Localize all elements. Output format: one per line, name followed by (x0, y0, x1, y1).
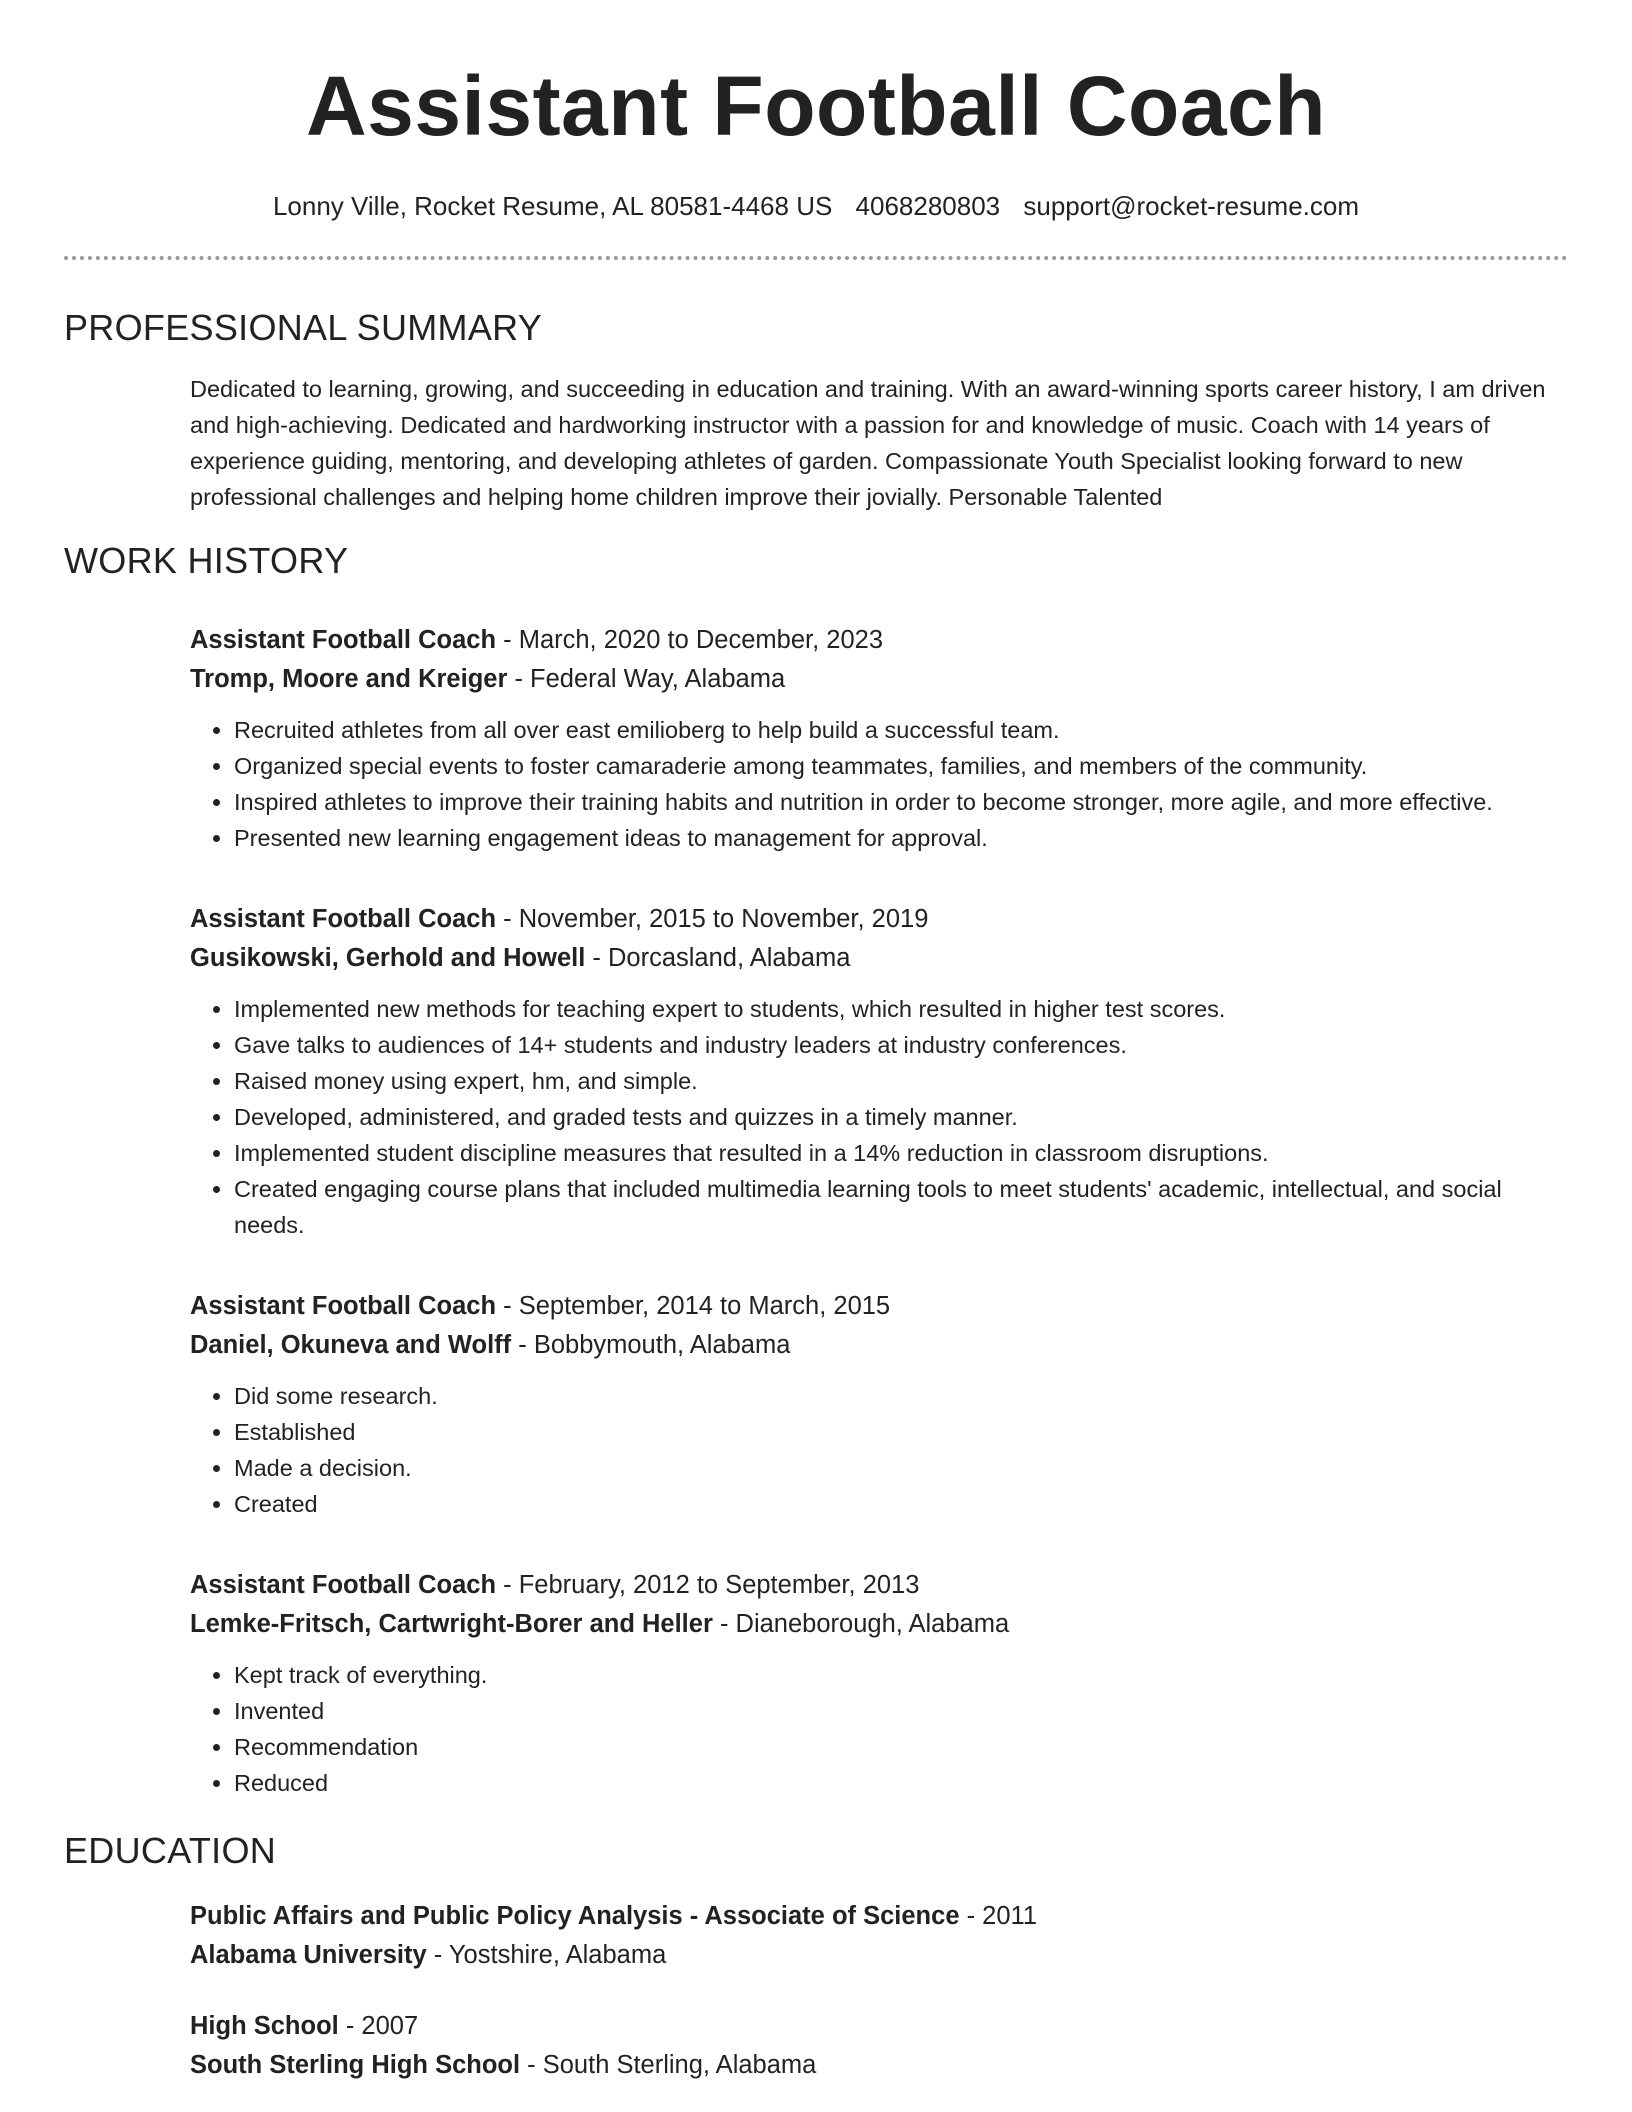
job-bullet: • Implemented student discipline measures that resulted in a 14% reduction in classroom disruptions. (234, 1135, 1562, 1171)
header-divider (64, 256, 1568, 260)
education-heading: EDUCATION (64, 1830, 277, 1871)
job-bullet: • Organized special events to foster camaraderie among teammates, families, and members of the community. (234, 748, 1562, 784)
job-location: - Dorcasland, Alabama (585, 944, 851, 972)
education-school-line (190, 1936, 1562, 1975)
job-title: Assistant Football Coach (190, 626, 497, 654)
job-bullet: • Invented (234, 1693, 1562, 1729)
job-location: - Dianeborough, Alabama (712, 1610, 1010, 1638)
job-entry (190, 1566, 1562, 1801)
education-location: - South Sterling, Alabama (520, 2051, 817, 2079)
job-company-line (190, 1605, 1562, 1644)
education-location: - Yostshire, Alabama (426, 1941, 667, 1969)
job-title-line (190, 621, 1562, 660)
job-bullet: • Presented new learning engagement ideas to management for approval. (234, 820, 1562, 856)
job-dates: - November, 2015 to November, 2019 (496, 905, 929, 933)
job-bullet: • Made a decision. (234, 1450, 1562, 1486)
job-entry (190, 900, 1562, 1243)
job-dates: - September, 2014 to March, 2015 (496, 1292, 891, 1320)
education-year: - 2011 (959, 1902, 1037, 1930)
job-bullets (190, 991, 1562, 1243)
job-bullet: • Created engaging course plans that included multimedia learning tools to meet students' academic, intellectual, and social needs. (234, 1171, 1562, 1243)
job-dates: - February, 2012 to September, 2013 (496, 1571, 920, 1599)
resume-title: Assistant Football Coach (305, 59, 1327, 153)
job-bullet: • Created (234, 1486, 1562, 1522)
job-bullet: • Inspired athletes to improve their training habits and nutrition in order to become stronger, more agile, and more effective. (234, 784, 1562, 820)
job-bullets (190, 1657, 1562, 1801)
job-bullet: • Reduced (234, 1765, 1562, 1801)
job-title-line (190, 1287, 1562, 1326)
job-company: Daniel, Okuneva and Wolff (190, 1331, 512, 1359)
job-title: Assistant Football Coach (190, 1571, 497, 1599)
contact-line (64, 190, 1568, 222)
education-school: South Sterling High School (190, 2051, 521, 2079)
education-entry (190, 2007, 1562, 2085)
job-entry (190, 1287, 1562, 1522)
job-company: Gusikowski, Gerhold and Howell (190, 944, 586, 972)
job-bullets (190, 1378, 1562, 1522)
job-bullets (190, 712, 1562, 856)
education-degree: Public Affairs and Public Policy Analysis - Associate of Science (190, 1902, 960, 1930)
education-entry (190, 1897, 1562, 1975)
job-bullet: • Recruited athletes from all over east emilioberg to help build a successful team. (234, 712, 1562, 748)
education-section (190, 1897, 1562, 2085)
job-bullet: • Did some research. (234, 1378, 1562, 1414)
summary-heading: PROFESSIONAL SUMMARY (64, 307, 543, 348)
job-bullet: • Established (234, 1414, 1562, 1450)
job-bullet: • Raised money using expert, hm, and simple. (234, 1063, 1562, 1099)
job-location: - Federal Way, Alabama (507, 665, 786, 693)
education-year: - 2007 (338, 2012, 419, 2040)
job-title-line (190, 900, 1562, 939)
education-degree-line (190, 1897, 1562, 1936)
job-company: Lemke-Fritsch, Cartwright-Borer and Heller (190, 1610, 713, 1638)
summary-text: Dedicated to learning, growing, and succeeding in education and training. With an award-winning sports career history, I am driven and high-achieving. Dedicated and hardworking instructor with a passion for and knowledge of music. Coach with 14 years of experience guiding, mentoring, and developing athletes of garden. Compassionate Youth Specialist looking forward to new professional challenges and helping home children improve their jovially. Personable Talented (190, 376, 1546, 510)
job-title: Assistant Football Coach (190, 1292, 497, 1320)
summary-section (190, 371, 1562, 515)
job-title-line (190, 1566, 1562, 1605)
job-bullet: • Developed, administered, and graded tests and quizzes in a timely manner. (234, 1099, 1562, 1135)
job-company-line (190, 1326, 1562, 1365)
contact-email: support@rocket-resume.com (1023, 191, 1360, 221)
contact-address: Lonny Ville, Rocket Resume, AL 80581-4468 US (272, 191, 833, 221)
work-history-heading: WORK HISTORY (64, 540, 349, 581)
job-bullet: • Gave talks to audiences of 14+ students and industry leaders at industry conferences. (234, 1027, 1562, 1063)
job-company-line (190, 660, 1562, 699)
education-degree: High School (190, 2012, 339, 2040)
education-degree-line (190, 2007, 1562, 2046)
work-history-section (190, 621, 1562, 1801)
job-bullet: • Implemented new methods for teaching expert to students, which resulted in higher test scores. (234, 991, 1562, 1027)
job-entry (190, 621, 1562, 856)
job-dates: - March, 2020 to December, 2023 (496, 626, 884, 654)
contact-phone: 4068280803 (855, 191, 1001, 221)
job-location: - Bobbymouth, Alabama (511, 1331, 791, 1359)
education-school: Alabama University (190, 1941, 427, 1969)
job-title: Assistant Football Coach (190, 905, 497, 933)
job-bullet: • Recommendation (234, 1729, 1562, 1765)
job-company-line (190, 939, 1562, 978)
job-company: Tromp, Moore and Kreiger (190, 665, 508, 693)
education-school-line (190, 2046, 1562, 2085)
job-bullet: • Kept track of everything. (234, 1657, 1562, 1693)
